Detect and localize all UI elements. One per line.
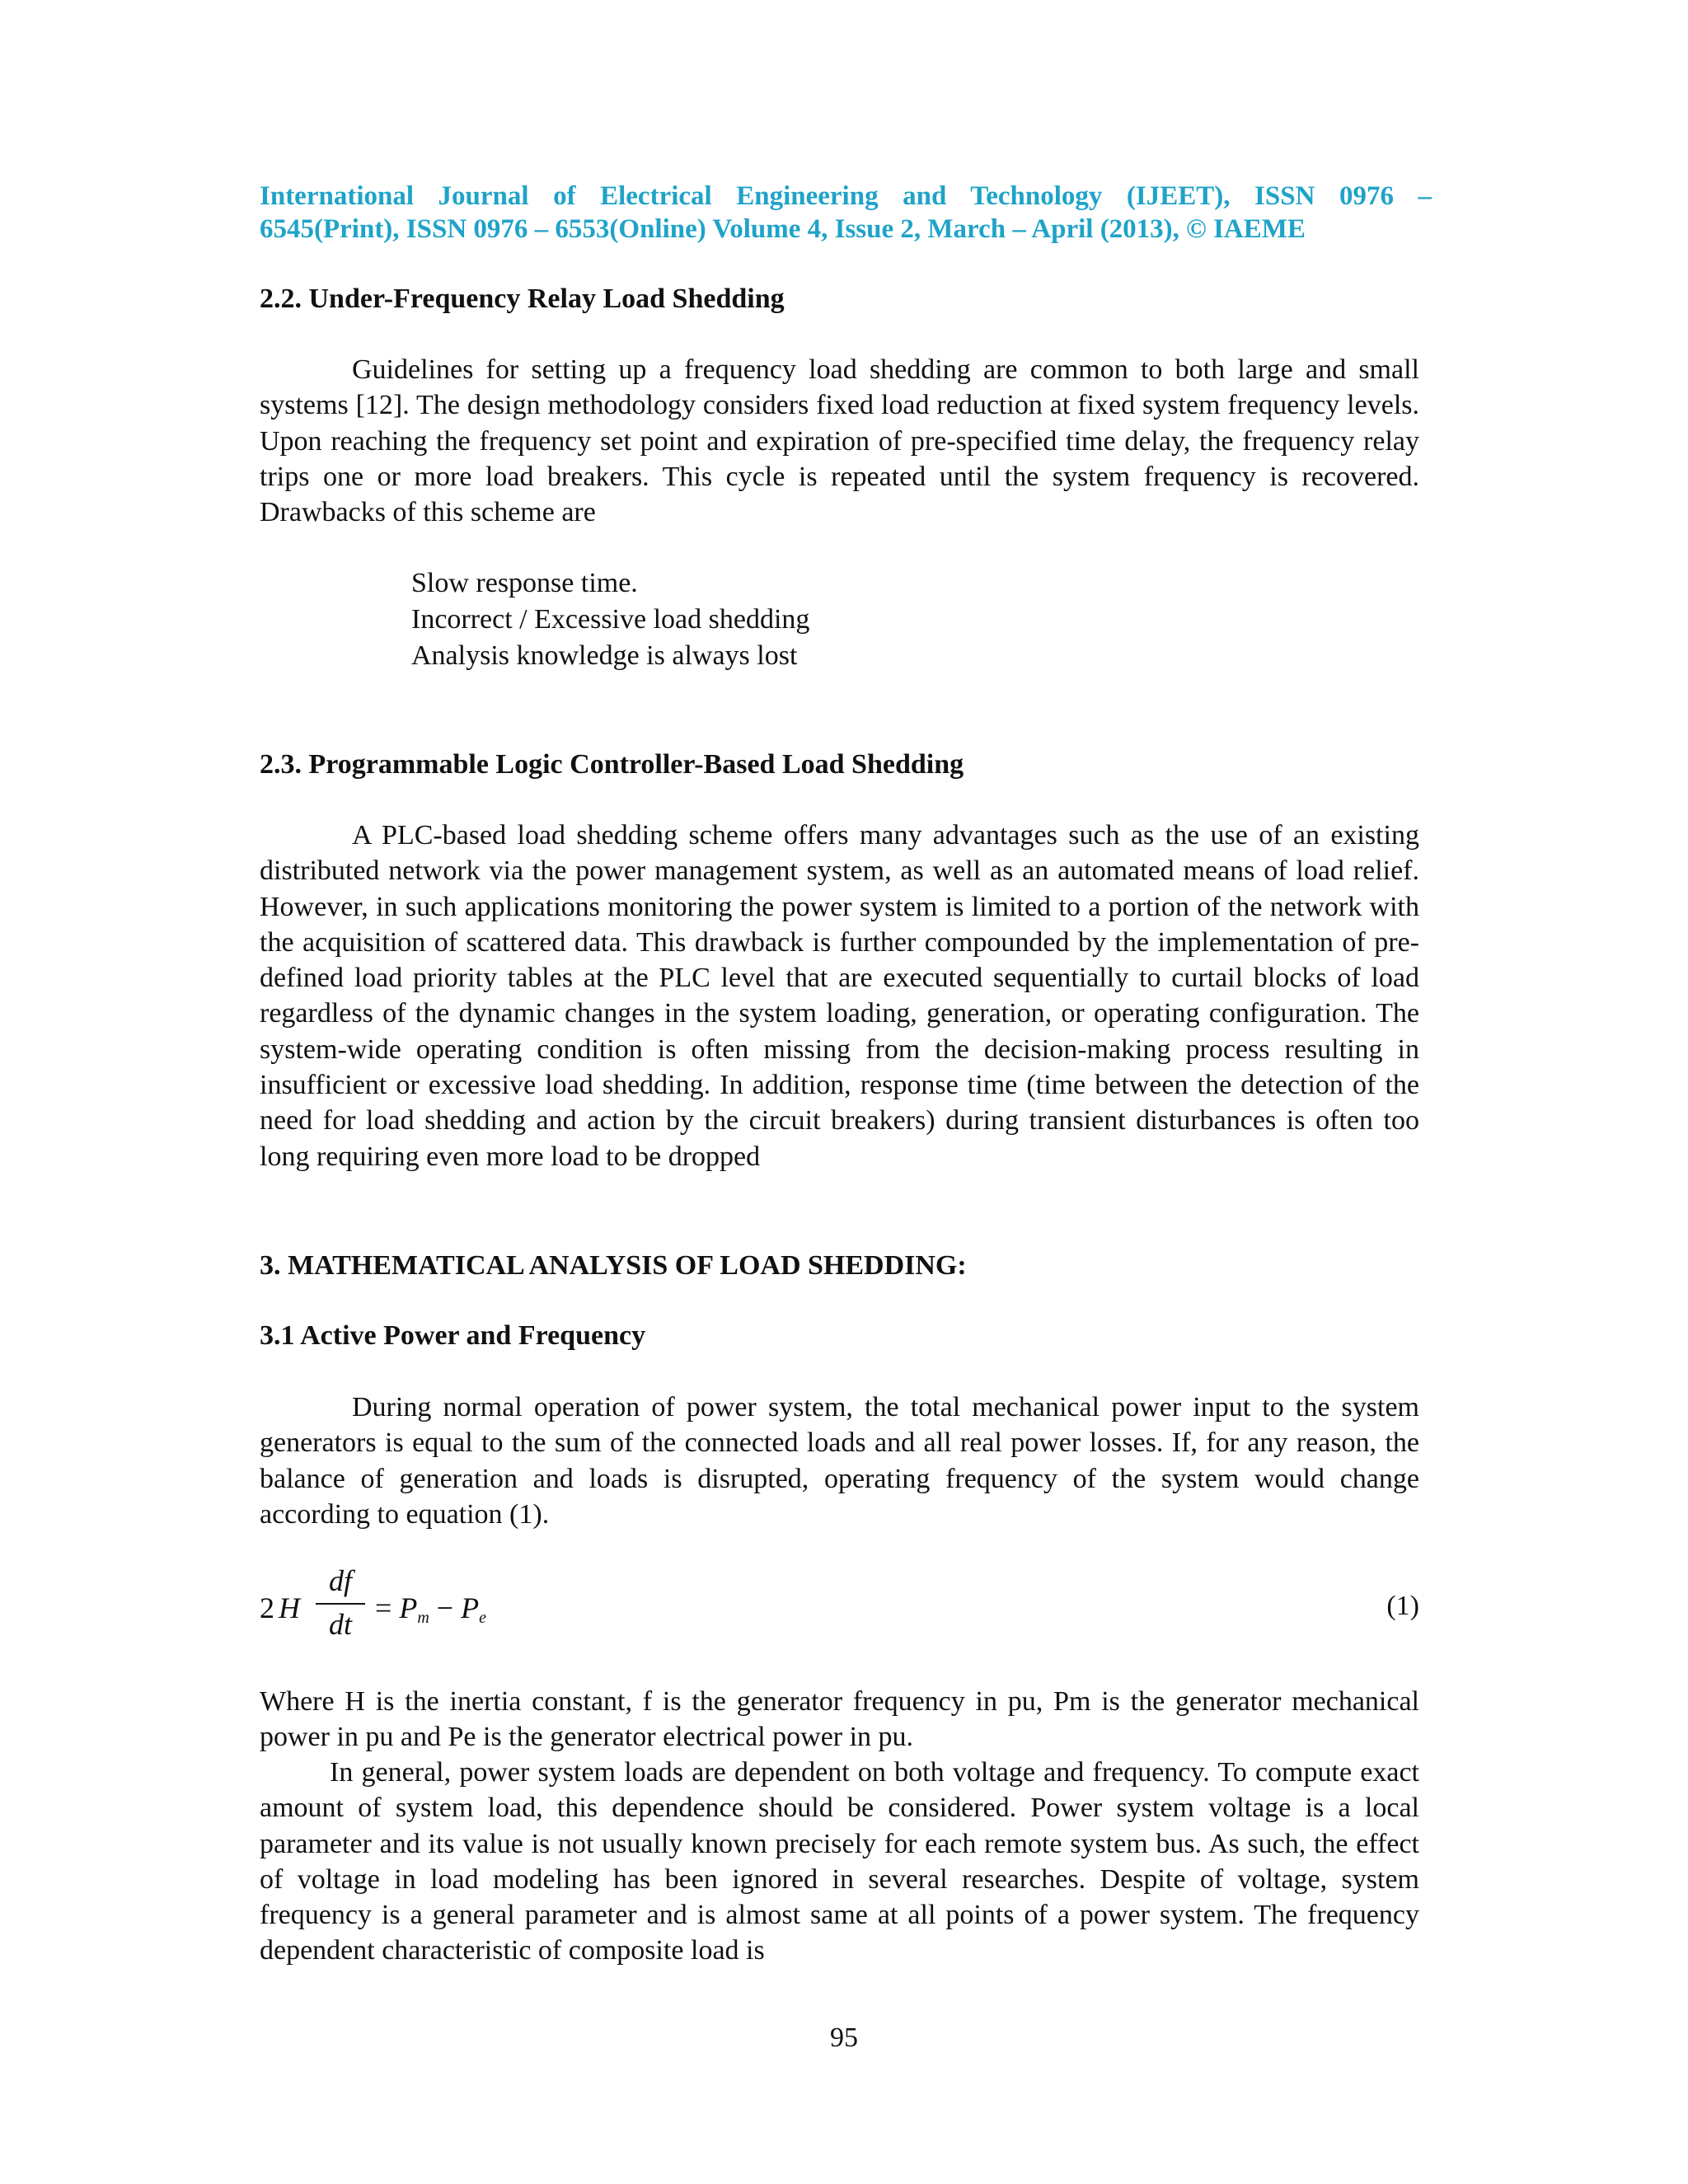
journal-header-line-2: 6545(Print), ISSN 0976 – 6553(Online) Volume 4, Issue 2, March – April (2013), © IAEME xyxy=(260,214,1306,244)
section-2-2-heading: 2.2. Under-Frequency Relay Load Shedding xyxy=(260,284,785,314)
pm-subscript: m xyxy=(417,1609,429,1627)
drawbacks-list xyxy=(411,565,809,674)
equation-inertia-variable: H xyxy=(279,1591,300,1624)
equation-right-side xyxy=(375,1591,486,1628)
equation-coefficient: 2 xyxy=(260,1591,274,1624)
list-item: Analysis knowledge is always lost xyxy=(411,640,798,671)
list-item: Slow response time. xyxy=(411,568,638,598)
journal-header xyxy=(260,180,1432,246)
fraction-bar xyxy=(316,1603,365,1605)
section-2-3-paragraph: A PLC-based load shedding scheme offers many advantages such as the use of an existing distributed network via the power management system, as well as an automated means of load relief. However, in such applications monitoring the power system is limited to a portion of the network with the acquisition of scattered data. This drawback is further compounded by the implementation of pre-defined load priority tables at the PLC level that are executed sequentially to curtail blocks of load regardless of the dynamic changes in the system loading, generation, or operating configuration. The system-wide operating condition is often missing from the decision-making process resulting in insufficient or excessive load shedding. In addition, response time (time between the detection of the need for load shedding and action by the circuit breakers) during transient disturbances is often too long requiring even more load to be dropped xyxy=(260,820,1419,1172)
equation-1 xyxy=(260,1563,1419,1654)
section-3-1-paragraph-2: Where H is the inertia constant, f is the generator frequency in pu, Pm is the generator mechanical power in pu and Pe is the generator electrical power in pu. xyxy=(260,1686,1419,1753)
pe-base: P xyxy=(461,1591,480,1624)
pm-base: P xyxy=(399,1591,418,1624)
page-number: 95 xyxy=(830,2022,858,2053)
section-2-2-paragraph: Guidelines for setting up a frequency load shedding are common to both large and small systems [12]. The design methodology considers fixed load reduction at fixed system frequency levels. Upon reaching the frequency set point and expiration of pre-specified time delay, the frequency relay trips one or more load breakers. This cycle is repeated until the system frequency is recovered. Drawbacks of this scheme are xyxy=(260,354,1419,528)
section-3-1-heading: 3.1 Active Power and Frequency xyxy=(260,1320,646,1351)
equation-numerator: df xyxy=(328,1564,352,1597)
section-3-1-paragraph-3: In general, power system loads are dependent on both voltage and frequency. To compute exact amount of system load, this dependence should be considered. Power system voltage is a local parameter and its value is not usually known precisely for each remote system bus. As such, the effect of voltage in load modeling has been ignored in several researches. Despite of voltage, system frequency is a general parameter and is almost same at all points of a power system. The frequency dependent characteristic of composite load is xyxy=(260,1757,1419,1966)
section-3-heading: 3. MATHEMATICAL ANALYSIS OF LOAD SHEDDING: xyxy=(260,1250,967,1281)
equals-sign: = xyxy=(375,1591,392,1624)
section-2-3-heading: 2.3. Programmable Logic Controller-Based Load Shedding xyxy=(260,749,964,780)
equation-fraction xyxy=(316,1563,365,1641)
journal-header-line-1: International Journal of Electrical Engineering and Technology (IJEET), ISSN 0976 – xyxy=(260,181,1432,211)
equation-number: (1) xyxy=(1386,1591,1419,1621)
pe-subscript: e xyxy=(479,1609,486,1627)
equation-denominator: dt xyxy=(328,1608,352,1641)
minus-sign: − xyxy=(436,1591,454,1624)
list-item: Incorrect / Excessive load shedding xyxy=(411,604,810,635)
section-3-1-paragraph-1: During normal operation of power system, the total mechanical power input to the system generators is equal to the sum of the connected loads and all real power losses. If, for any reason, the balance of generation and loads is disrupted, operating frequency of the system would change according to equation (1). xyxy=(260,1392,1419,1530)
